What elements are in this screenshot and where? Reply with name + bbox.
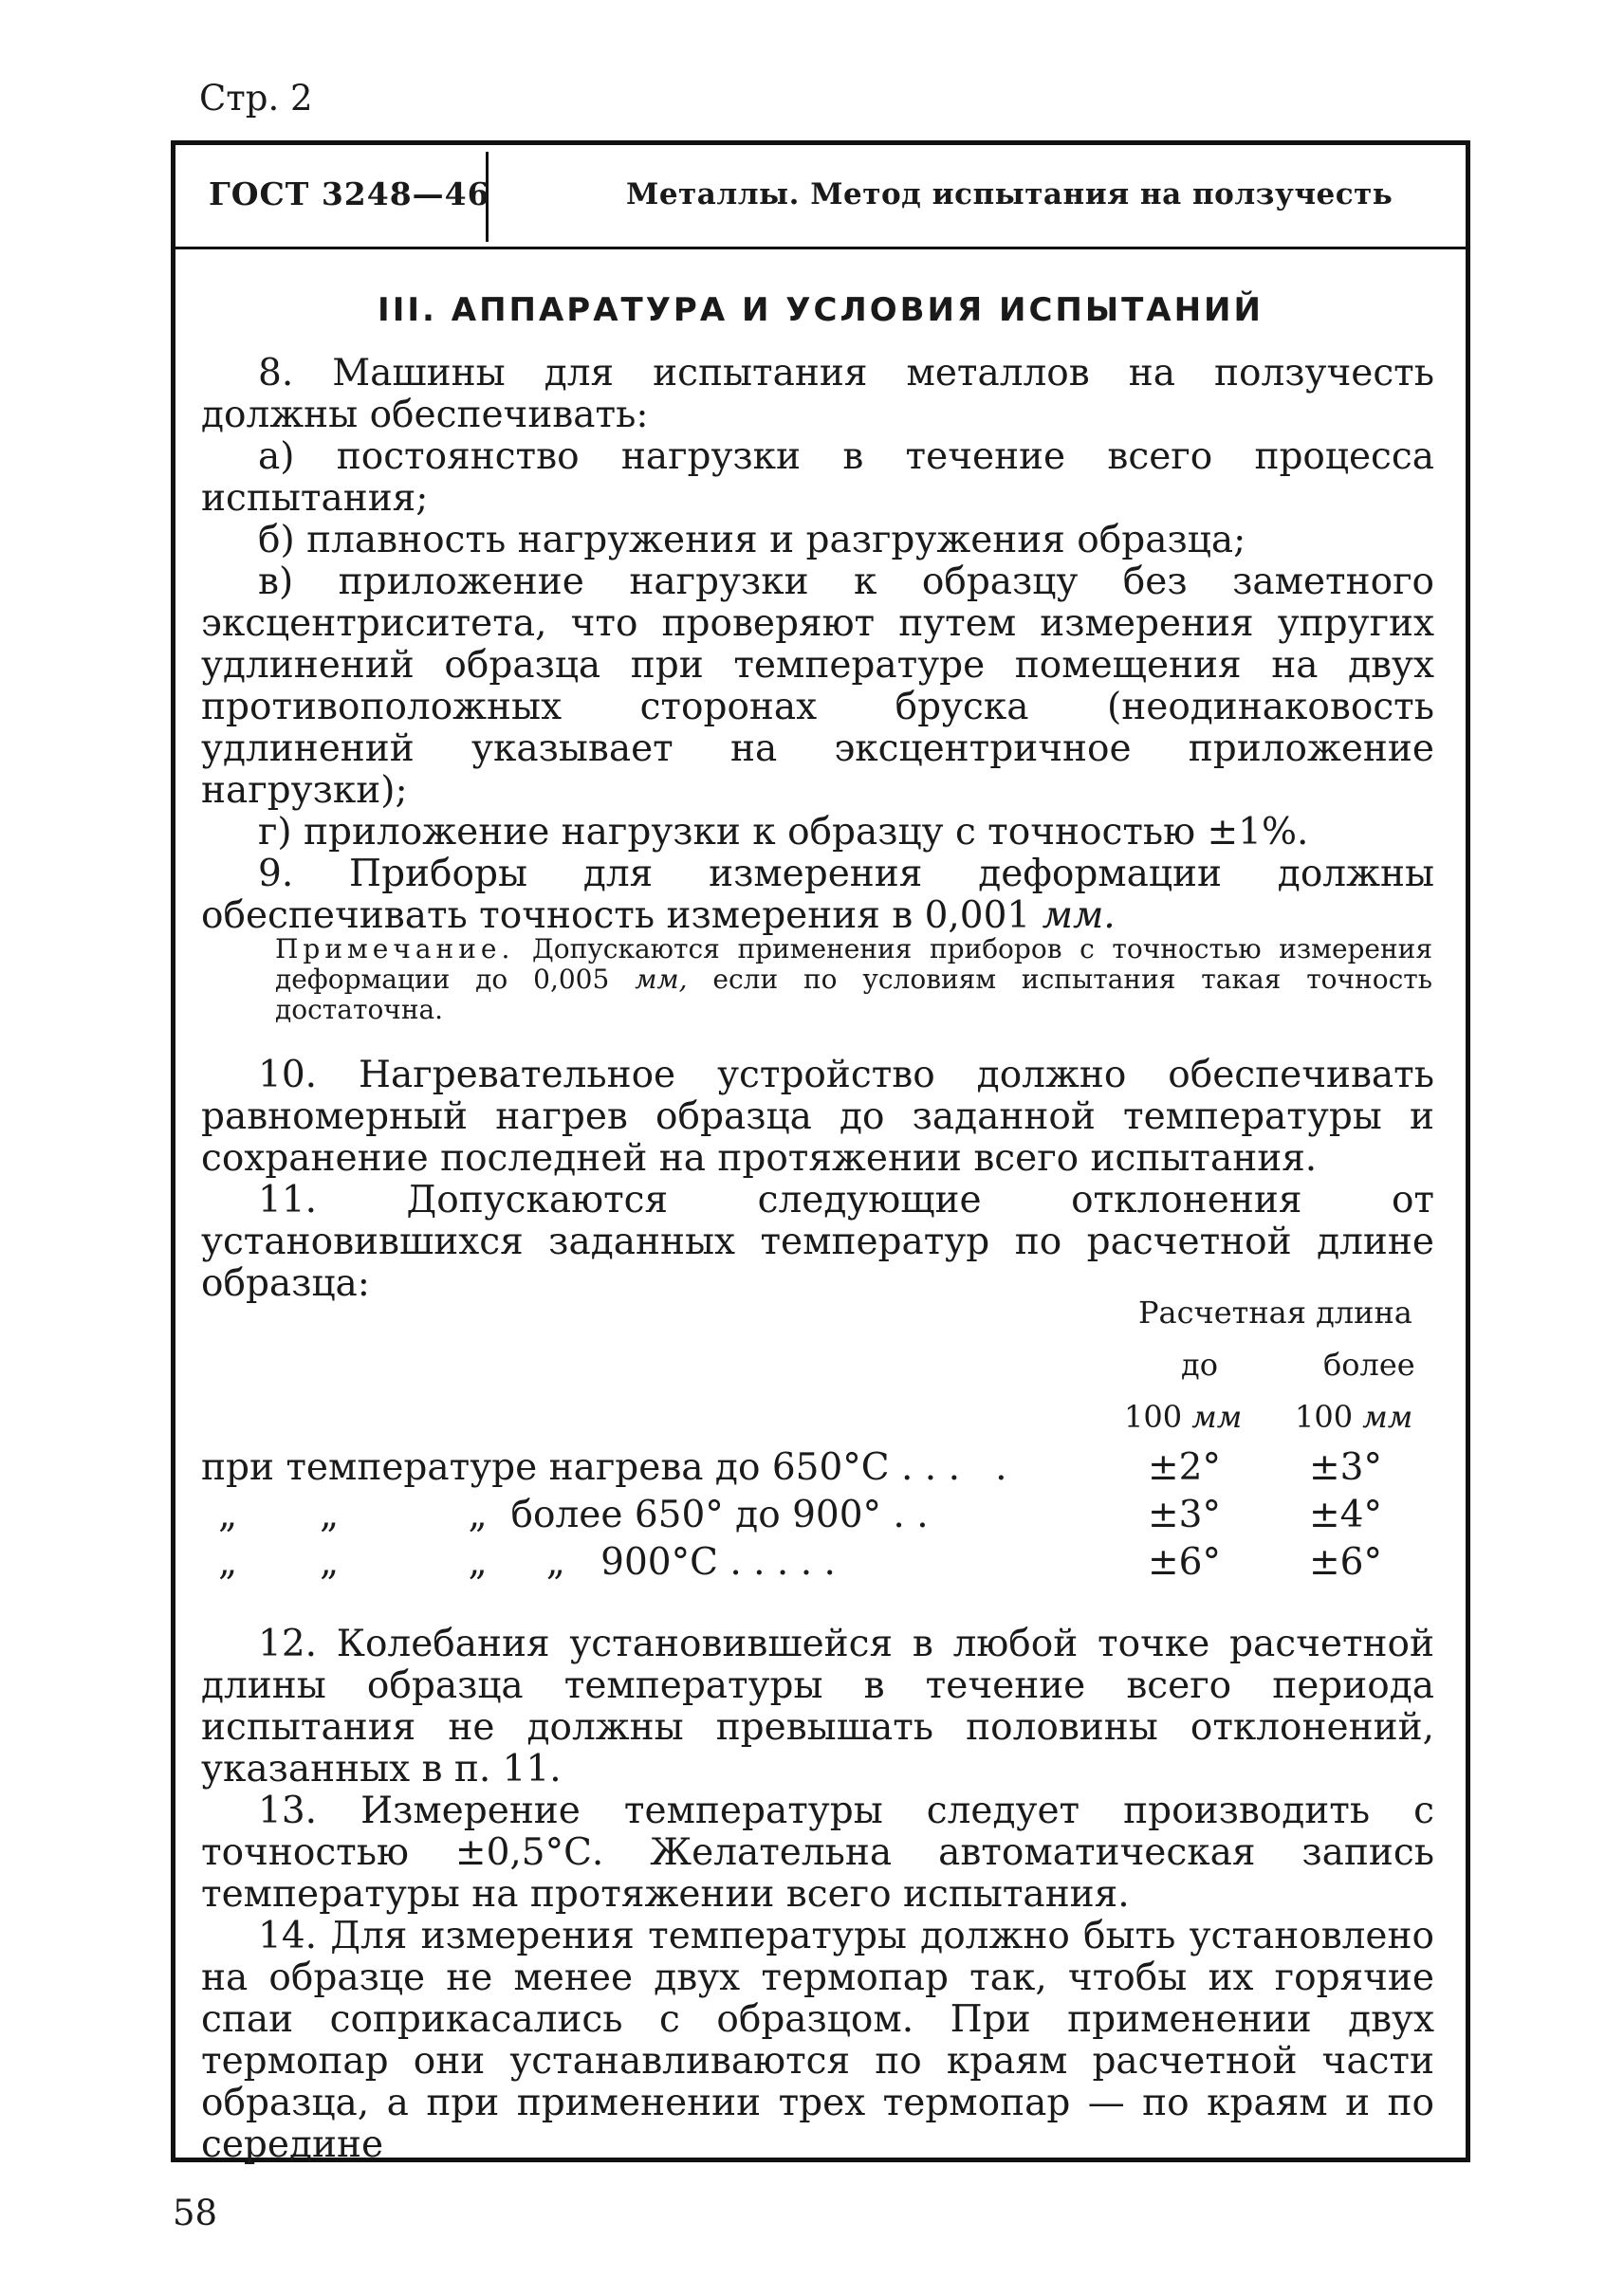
- paragraphs-8-9: [201, 353, 1434, 937]
- paragraph-8a: а) постоянство нагрузки в течение всего процесса испытания;: [201, 435, 1434, 520]
- section-title: III. АППАРАТУРА И УСЛОВИЯ ИСПЫТАНИЙ: [378, 291, 1264, 329]
- table-header: Расчетная длина: [1138, 1295, 1412, 1331]
- page-reference: Стр. 2: [199, 78, 313, 119]
- table-row: „ „ „ более 650° до 900° . .: [218, 1494, 929, 1536]
- col2-header: более: [1323, 1347, 1415, 1383]
- col1-header: до: [1181, 1347, 1218, 1383]
- note-label: Примечание.: [275, 933, 515, 964]
- note: [275, 934, 1432, 1025]
- paragraph-14: 14. Для измерения температуры должно быть установлено на образце не менее двух термопар так, чтобы их горячие спаи соприкасались с образцом. При применении двух термопар они устанавливаются по краям расчетной части образца, а при применении трех термопар — по краям и по середине: [201, 1915, 1434, 2166]
- paragraph-13: 13. Измерение температуры следует производить с точностью ±0,5°С. Желательна автоматическая запись температуры на протяжении всего испытания.: [201, 1790, 1434, 1916]
- note-text-2: если по условиям испытания такая точность достаточна.: [275, 964, 1432, 1025]
- col2-unit: мм: [1362, 1399, 1413, 1435]
- paragraph-10: 10. Нагревательное устройство должно обеспечивать равномерный нагрев образца до заданной температуры и сохранение последней на протяжении всего испытания.: [201, 1054, 1434, 1180]
- table-cell: ±2°: [1148, 1446, 1221, 1489]
- table-cell: ±6°: [1309, 1541, 1382, 1584]
- table-cell: ±3°: [1309, 1446, 1382, 1489]
- table-cell: ±3°: [1148, 1494, 1221, 1536]
- paragraphs-12-14: [201, 1624, 1434, 2166]
- table-row: при температуре нагрева до 650°С . . . .: [201, 1446, 1007, 1489]
- note-unit: мм,: [635, 964, 688, 995]
- unit-mm: мм.: [1042, 894, 1116, 937]
- col1-unit: мм: [1191, 1399, 1243, 1435]
- standard-number: ГОСТ 3248—46: [209, 175, 490, 212]
- col2-value: 100: [1295, 1399, 1354, 1435]
- note-text-1: Допускаются применения приборов с точностью измерения деформации до 0,005: [275, 933, 1432, 995]
- paragraph-12: 12. Колебания установившейся в любой точке расчетной длины образца температуры в течение всего периода испытания не должны превышать половины отклонений, указанных в п. 11.: [201, 1623, 1434, 1791]
- col1-length: [1124, 1399, 1242, 1435]
- col1-value: 100: [1124, 1399, 1183, 1435]
- col2-length: [1295, 1399, 1412, 1435]
- paragraph-8b: б) плавность нагружения и разгружения образца;: [258, 519, 1246, 561]
- paragraph-8: 8. Машины для испытания металлов на ползучесть должны обеспечивать:: [201, 352, 1434, 436]
- paragraph-11: 11. Допускаются следующие отклонения от установившихся заданных температур по расчетной длине образца:: [201, 1179, 1434, 1305]
- paragraphs-10-11: [201, 1055, 1434, 1305]
- table-row: „ „ „ „ 900°С . . . . .: [218, 1541, 836, 1584]
- table-cell: ±6°: [1148, 1541, 1221, 1584]
- standard-title: Металлы. Метод испытания на ползучесть: [626, 177, 1393, 211]
- paragraph-8v: в) приложение нагрузки к образцу без заметного эксцентриситета, что проверяют путем измерения упругих удлинений образца при температуре помещения на двух противоположных сторонах бруска (неодинаковость удлинений указывает на эксцентричное приложение нагрузки);: [201, 560, 1434, 812]
- paragraph-9: 9. Приборы для измерения деформации должны обеспечивать точность измерения в 0,001: [201, 853, 1434, 937]
- paragraph-8g: г) приложение нагрузки к образцу с точностью ±1%.: [258, 811, 1309, 854]
- page-number: 58: [173, 2193, 218, 2233]
- table-cell: ±4°: [1309, 1494, 1382, 1536]
